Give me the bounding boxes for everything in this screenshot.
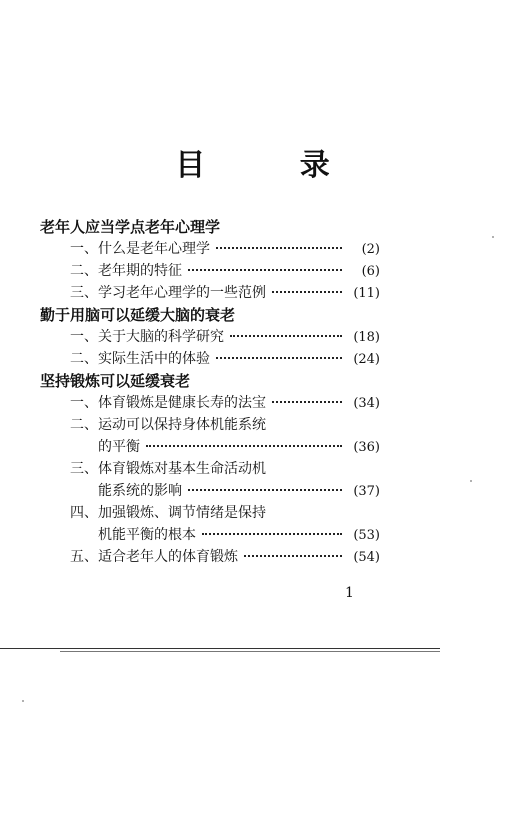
toc-page-number: (54) [353, 550, 380, 565]
leader-dots [272, 291, 342, 293]
toc-entry-line [70, 458, 380, 480]
toc-page-number: (37) [353, 484, 380, 499]
scan-speck [470, 480, 472, 482]
toc-entry [70, 502, 380, 546]
toc-entry-line [70, 238, 380, 260]
leader-dots [188, 489, 342, 491]
toc-page-number: (24) [353, 352, 380, 367]
toc-entry-line [70, 348, 380, 370]
toc-entry [70, 458, 380, 502]
leader-dots [216, 247, 342, 249]
toc-entry-line [70, 326, 380, 348]
toc-entry-text: 五、适合老年人的体育锻炼 [70, 549, 238, 565]
toc-entry-text: 一、关于大脑的科学研究 [70, 329, 224, 345]
toc-entry [70, 238, 380, 260]
toc-page-number: (53) [353, 528, 380, 543]
toc-entry-text: 三、体育锻炼对基本生命活动机 [70, 461, 266, 477]
section-heading: 勤于用脑可以延缓大脑的衰老 [40, 306, 236, 324]
toc-page-number: (34) [353, 396, 380, 411]
toc-entry-text: 能系统的影响 [98, 483, 182, 499]
bottom-rule-secondary [60, 651, 440, 652]
page-number: 1 [345, 585, 354, 601]
toc-page-number: (18) [353, 330, 380, 345]
toc-entry-text: 二、实际生活中的体验 [70, 351, 210, 367]
toc-entry-line [70, 282, 380, 304]
toc-page-number: (6) [361, 264, 380, 279]
toc-entry [70, 348, 380, 370]
table-of-contents [40, 216, 380, 568]
leader-dots [272, 401, 342, 403]
toc-entry-line [70, 480, 380, 502]
leader-dots [146, 445, 342, 447]
leader-dots [188, 269, 342, 271]
toc-entry [70, 392, 380, 414]
toc-entry [70, 282, 380, 304]
toc-entry [70, 414, 380, 458]
toc-entry-line [70, 524, 380, 546]
section-heading: 老年人应当学点老年心理学 [40, 218, 221, 236]
toc-entry-line [70, 392, 380, 414]
toc-entry-text: 四、加强锻炼、调节情绪是保持 [70, 505, 266, 521]
toc-entry-line [70, 260, 380, 282]
toc-entry-line [70, 414, 380, 436]
toc-entry-line [70, 546, 380, 568]
toc-entry-text: 机能平衡的根本 [98, 527, 196, 543]
toc-entry [70, 260, 380, 282]
leader-dots [202, 533, 342, 535]
toc-entry-text: 一、体育锻炼是健康长寿的法宝 [70, 395, 266, 411]
toc-entry-text: 二、运动可以保持身体机能系统 [70, 417, 266, 433]
bottom-rule [0, 648, 440, 649]
toc-page-number: (11) [353, 286, 380, 301]
leader-dots [230, 335, 342, 337]
section-heading: 坚持锻炼可以延缓衰老 [40, 372, 191, 390]
toc-page-number: (2) [361, 242, 380, 257]
leader-dots [244, 555, 342, 557]
scan-speck [22, 700, 24, 702]
toc-entry-text: 的平衡 [98, 439, 140, 455]
scan-speck [492, 236, 494, 238]
page-title: 目 录 [175, 148, 372, 183]
toc-entry [70, 326, 380, 348]
toc-entry-text: 一、什么是老年心理学 [70, 241, 210, 257]
toc-entry-line [70, 502, 380, 524]
leader-dots [216, 357, 342, 359]
toc-entry-line [70, 436, 380, 458]
toc-page-number: (36) [353, 440, 380, 455]
toc-entry [70, 546, 380, 568]
toc-entry-text: 二、老年期的特征 [70, 263, 182, 279]
toc-entry-text: 三、学习老年心理学的一些范例 [70, 285, 266, 301]
